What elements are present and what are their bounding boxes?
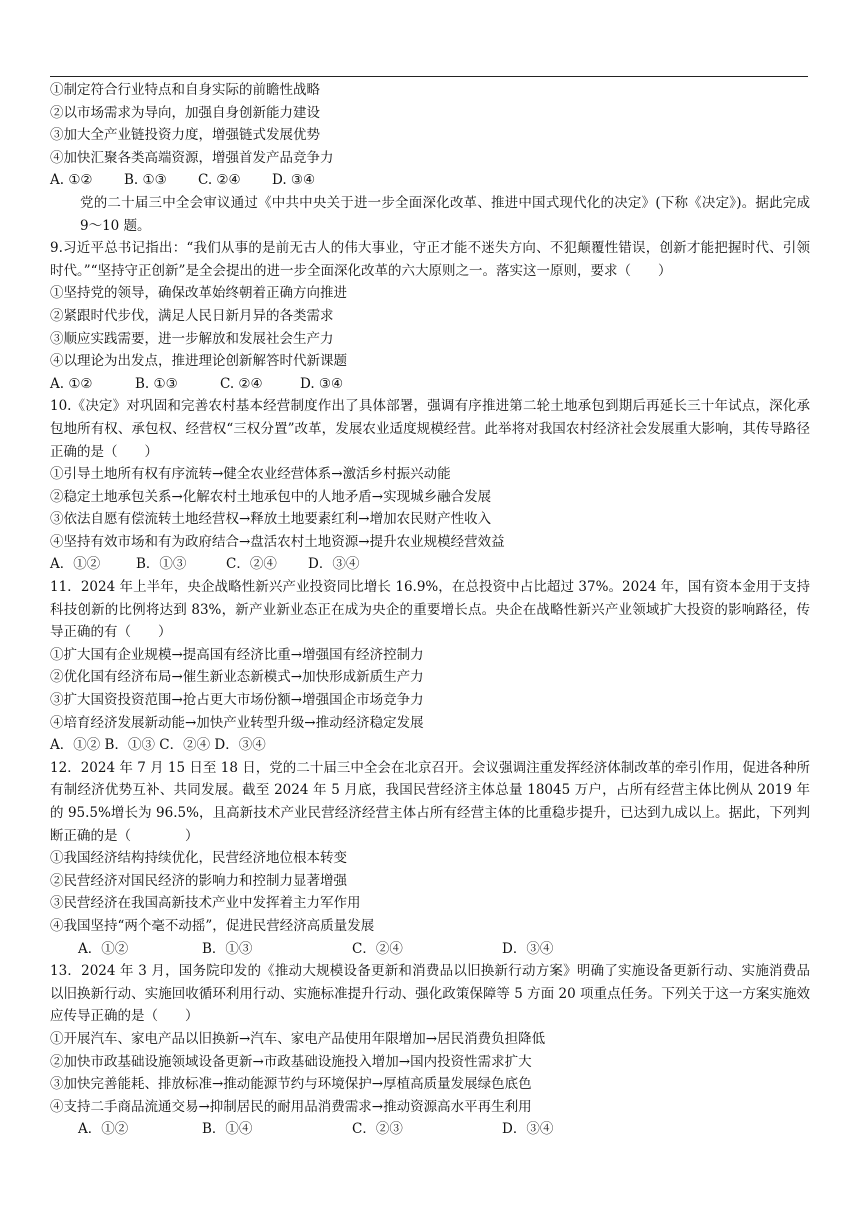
header-rule	[50, 76, 808, 77]
q11-item-2: ②优化国有经济布局→催生新业态新模式→加快形成新质生产力	[50, 669, 424, 686]
q11-item-3: ③扩大国资投资范围→抢占更大市场份额→增强国企市场竞争力	[50, 692, 424, 709]
q10-stem: 10.《决定》对巩固和完善农村基本经营制度作出了具体部署，强调有序推进第二轮土地承包到期后再延长三十年试点，深化承包地所有权、承包权、经营权“三权分置”改革，发展农业适度规模经营。此举将对我国农村经济社会发展重大影响，其传导路径正确的是（ ）	[50, 398, 810, 460]
q12-option-c: C．②④	[352, 940, 403, 957]
q10-option-a: A．①②	[50, 556, 101, 573]
q13-option-d: D．③④	[502, 1121, 554, 1138]
q10-item-1: ①引导土地所有权有序流转→健全农业经营体系→激活乡村振兴动能	[50, 466, 451, 483]
q8-option-c: C. ②④	[198, 172, 241, 189]
q13-stem: 13．2024 年 3 月，国务院印发的《推动大规模设备更新和消费品以旧换新行动方案》明确了实施设备更新行动、实施消费品以旧换新行动、实施回收循环利用行动、实施标准提升行动、强化政策保障等 5 方面 20 项重点任务。下列关于这一方案实施效应传导正确的是（ ）	[50, 963, 810, 1025]
q13-item-1: ①开展汽车、家电产品以旧换新→汽车、家电产品使用年限增加→居民消费负担降低	[50, 1030, 546, 1047]
q8-items	[50, 79, 810, 169]
exam-page	[50, 79, 810, 1141]
q12-option-b: B．①③	[202, 940, 253, 957]
q13-item-3: ③加快完善能耗、排放标准→推动能源节约与环境保护→厚植高质量发展绿色底色	[50, 1076, 532, 1093]
q8-item-3: ③加大全产业链投资力度，增强链式发展优势	[50, 127, 320, 144]
q10-item-2: ②稳定土地承包关系→化解农村土地承包中的人地矛盾→实现城乡融合发展	[50, 488, 492, 505]
q8-option-b: B. ①③	[124, 172, 167, 189]
section-intro: 党的二十届三中全会审议通过《中共中央关于进一步全面深化改革、推进中国式现代化的决定》(下称《决定》)。据此完成 9～10 题。	[80, 194, 810, 234]
q8-item-1: ①制定符合行业特点和自身实际的前瞻性战略	[50, 82, 320, 98]
q8-option-d: D. ③④	[272, 172, 316, 189]
q11-item-1: ①扩大国有企业规模→提高国有经济比重→增强国有经济控制力	[50, 646, 424, 663]
q13-options	[50, 1118, 810, 1141]
q12-item-1: ①我国经济结构持续优化，民营经济地位根本转变	[50, 850, 347, 867]
q12-option-d: D．③④	[502, 940, 554, 957]
q12-stem: 12．2024 年 7 月 15 日至 18 日，党的二十届三中全会在北京召开。会议强调注重发挥经济体制改革的牵引作用，促进各种所有制经济优势互补、共同发展。截至 2024 年 5 月底，我国民营经济主体总量 18045 万户，占所有经营主体比例从 2019 年的 95.5%增长为 96.5%，且高新技术产业民营经济经营主体占所有经营主体的比重稳步提升，已达到九成以上。据此，下列判断正确的是（ ）	[50, 759, 810, 844]
q9-options	[50, 373, 810, 396]
q10-option-b: B．①③	[136, 556, 187, 573]
q12-options	[50, 938, 810, 961]
q9-item-2: ②紧跟时代步伐，满足人民日新月异的各类需求	[50, 307, 334, 324]
q9-option-b: B. ①③	[135, 375, 178, 392]
q9-option-d: D. ③④	[300, 375, 344, 392]
q9-option-a: A. ①②	[50, 375, 93, 392]
q8-option-a: A. ①②	[50, 172, 93, 189]
q12-item-4: ④我国坚持“两个毫不动摇”，促进民营经济高质量发展	[50, 917, 375, 934]
q13-option-b: B．①④	[202, 1121, 253, 1138]
q12-option-a: A．①②	[78, 940, 129, 957]
q13-item-4: ④支持二手商品流通交易→抑制居民的耐用品消费需求→推动资源高水平再生利用	[50, 1098, 532, 1115]
q9-stem: 9.习近平总书记指出：“我们从事的是前无古人的伟大事业，守正才能不迷失方向、不犯颠覆性错误，创新才能把握时代、引领时代。”“坚持守正创新”是全会提出的进一步全面深化改革的六大原则之一。落实这一原则，要求（ ）	[50, 240, 810, 279]
q8-options	[50, 169, 810, 192]
q11-options: A．①② B．①③ C．②④ D．③④	[50, 737, 266, 754]
q13-option-a: A．①②	[78, 1121, 129, 1138]
q11-stem: 11．2024 年上半年，央企战略性新兴产业投资同比增长 16.9%，在总投资中占比超过 37%。2024 年，国有资本金用于支持科技创新的比例将达到 83%，新产业新业态正在成为央企的重要增长点。央企在战略性新兴产业领域扩大投资的影响路径，传导正确的有（ ）	[50, 579, 810, 641]
q9-item-4: ④以理论为出发点，推进理论创新解答时代新课题	[50, 353, 347, 370]
q8-item-4: ④加快汇聚各类高端资源，增强首发产品竞争力	[50, 149, 334, 166]
q9-item-3: ③顺应实践需要，进一步解放和发展社会生产力	[50, 330, 334, 347]
q12-item-3: ③民营经济在我国高新技术产业中发挥着主力军作用	[50, 895, 361, 912]
q8-item-2: ②以市场需求为导向，加强自身创新能力建设	[50, 104, 320, 121]
q13-option-c: C．②③	[352, 1121, 403, 1138]
q10-option-c: C．②④	[226, 556, 277, 573]
q9-item-1: ①坚持党的领导，确保改革始终朝着正确方向推进	[50, 285, 347, 302]
q9-option-c: C. ②④	[220, 375, 263, 392]
q10-item-3: ③依法自愿有偿流转土地经营权→释放土地要素红利→增加农民财产性收入	[50, 511, 492, 528]
q11-item-4: ④培育经济发展新动能→加快产业转型升级→推动经济稳定发展	[50, 714, 424, 731]
q12-item-2: ②民营经济对国民经济的影响力和控制力显著增强	[50, 872, 347, 889]
q10-option-d: D．③④	[308, 556, 360, 573]
q10-item-4: ④坚持有效市场和有为政府结合→盘活农村土地资源→提升农业规模经营效益	[50, 533, 505, 550]
q13-item-2: ②加快市政基础设施领域设备更新→市政基础设施投入增加→国内投资性需求扩大	[50, 1053, 532, 1070]
q10-options	[50, 553, 810, 576]
